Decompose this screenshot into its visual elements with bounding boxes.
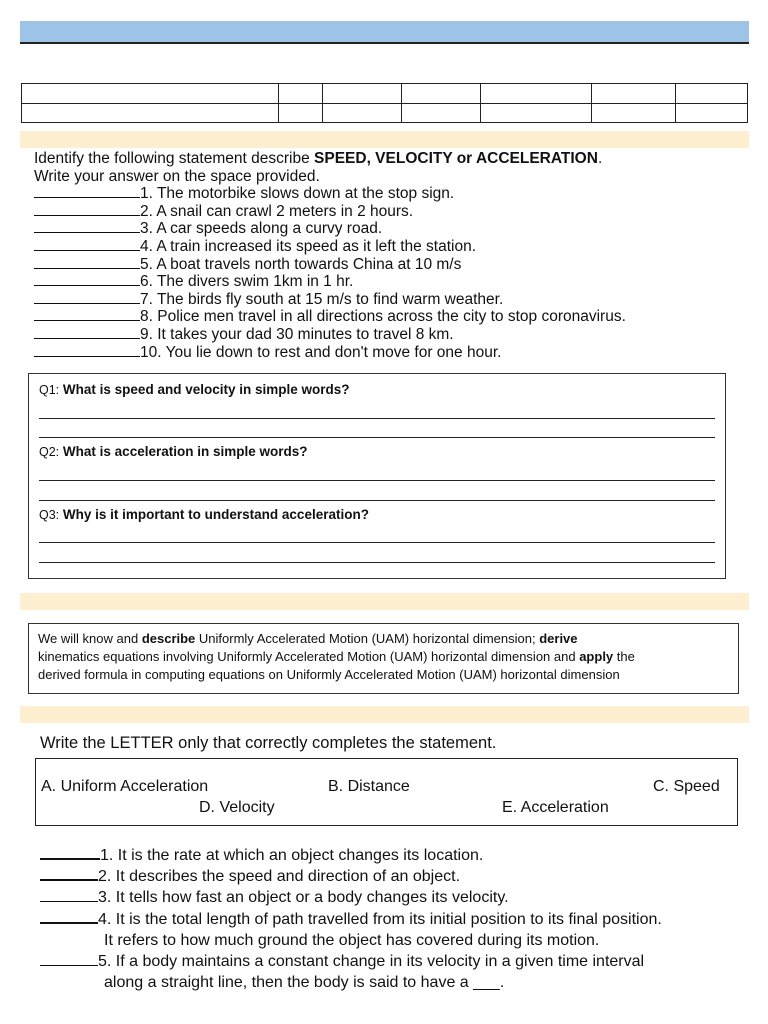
section-band-3 bbox=[20, 706, 749, 723]
choices-box bbox=[35, 758, 738, 826]
answer-blank[interactable] bbox=[40, 910, 98, 924]
answer-line[interactable] bbox=[39, 480, 715, 481]
list-item: 10. You lie down to rest and don't move for one hour. bbox=[34, 344, 754, 362]
table-cell[interactable] bbox=[481, 84, 592, 104]
activity-3-instruction: Write the LETTER only that correctly completes the statement. bbox=[40, 734, 497, 752]
answer-blank[interactable] bbox=[40, 846, 100, 860]
list-item: 6. The divers swim 1km in 1 hr. bbox=[34, 273, 754, 291]
choice-a: A. Uniform Acceleration bbox=[41, 778, 209, 795]
question-2: Q2: What is acceleration in simple words? bbox=[39, 444, 308, 459]
section-band-1 bbox=[20, 131, 749, 148]
table-cell[interactable] bbox=[323, 103, 402, 123]
list-item: 3. A car speeds along a curvy road. bbox=[34, 220, 754, 238]
list-item: 9. It takes your dad 30 minutes to travel 8 km. bbox=[34, 326, 754, 344]
list-item: 7. The birds fly south at 15 m/s to find warm weather. bbox=[34, 291, 754, 309]
objective-line-3: derived formula in computing equations on Uniformly Accelerated Motion (UAM) horizontal dimension bbox=[38, 667, 620, 682]
table-cell[interactable] bbox=[22, 84, 279, 104]
table-cell[interactable] bbox=[279, 84, 323, 104]
answer-blank[interactable] bbox=[40, 867, 98, 881]
answer-blank[interactable] bbox=[34, 273, 140, 286]
table-cell[interactable] bbox=[592, 103, 676, 123]
list-item: 2. A snail can crawl 2 meters in 2 hours. bbox=[34, 203, 754, 221]
table-cell[interactable] bbox=[22, 103, 279, 123]
answer-blank[interactable] bbox=[34, 291, 140, 304]
activity-1-instruction: Identify the following statement describe SPEED, VELOCITY or ACCELERATION. bbox=[34, 150, 603, 167]
table-cell[interactable] bbox=[402, 84, 481, 104]
answer-blank[interactable] bbox=[34, 326, 140, 339]
table-cell[interactable] bbox=[592, 84, 676, 104]
questions-box bbox=[28, 373, 726, 579]
answer-line[interactable] bbox=[39, 500, 715, 501]
choice-d: D. Velocity bbox=[199, 799, 275, 816]
list-item: 4. It is the total length of path travelled from its initial position to its final position. bbox=[40, 909, 755, 930]
list-item: 4. A train increased its speed as it left the station. bbox=[34, 238, 754, 256]
choice-c: C. Speed bbox=[653, 778, 720, 795]
list-item: 1. The motorbike slows down at the stop sign. bbox=[34, 185, 754, 203]
choice-e: E. Acceleration bbox=[502, 799, 609, 816]
objective-line-1: We will know and describe Uniformly Accelerated Motion (UAM) horizontal dimension; derive bbox=[38, 631, 578, 646]
activity-1 bbox=[34, 150, 754, 361]
info-table bbox=[21, 83, 748, 123]
answer-blank[interactable] bbox=[34, 238, 140, 251]
answer-line[interactable] bbox=[39, 542, 715, 543]
answer-blank[interactable] bbox=[34, 185, 140, 198]
answer-blank[interactable] bbox=[34, 256, 140, 269]
question-1: Q1: What is speed and velocity in simple words? bbox=[39, 382, 350, 397]
answer-blank[interactable] bbox=[34, 220, 140, 233]
answer-blank[interactable] bbox=[40, 889, 98, 902]
list-item: 5. If a body maintains a constant change in its velocity in a given time interval bbox=[40, 951, 755, 972]
answer-line[interactable] bbox=[39, 437, 715, 438]
list-item: 3. It tells how fast an object or a body changes its velocity. bbox=[40, 887, 755, 908]
table-cell[interactable] bbox=[402, 103, 481, 123]
list-item: 8. Police men travel in all directions across the city to stop coronavirus. bbox=[34, 308, 754, 326]
header-bar bbox=[20, 21, 749, 44]
table-cell[interactable] bbox=[481, 103, 592, 123]
question-3: Q3: Why is it important to understand acceleration? bbox=[39, 507, 369, 522]
choice-b: B. Distance bbox=[328, 778, 410, 795]
objective-box bbox=[28, 623, 739, 694]
objective-line-2: kinematics equations involving Uniformly Accelerated Motion (UAM) horizontal dimension and apply the bbox=[38, 649, 635, 664]
list-item: 2. It describes the speed and direction of an object. bbox=[40, 866, 755, 887]
list-item-continuation: It refers to how much ground the object has covered during its motion. bbox=[104, 931, 600, 949]
answer-blank[interactable] bbox=[34, 203, 140, 216]
answer-blank[interactable] bbox=[34, 308, 140, 321]
table-cell[interactable] bbox=[323, 84, 402, 104]
list-item: 5. A boat travels north towards China at 10 m/s bbox=[34, 256, 754, 274]
answer-line[interactable] bbox=[39, 562, 715, 563]
answer-blank[interactable] bbox=[34, 344, 140, 357]
section-band-2 bbox=[20, 593, 749, 610]
activity-3 bbox=[40, 845, 755, 993]
answer-line[interactable] bbox=[39, 418, 715, 419]
activity-1-instruction-line2: Write your answer on the space provided. bbox=[34, 167, 320, 185]
list-item: 1. It is the rate at which an object changes its location. bbox=[40, 845, 755, 866]
list-item-continuation: along a straight line, then the body is said to have a ___. bbox=[104, 974, 505, 992]
table-row bbox=[22, 84, 748, 104]
table-row bbox=[22, 103, 748, 123]
table-cell[interactable] bbox=[676, 103, 748, 123]
table-cell[interactable] bbox=[279, 103, 323, 123]
answer-blank[interactable] bbox=[40, 953, 98, 966]
table-cell[interactable] bbox=[676, 84, 748, 104]
